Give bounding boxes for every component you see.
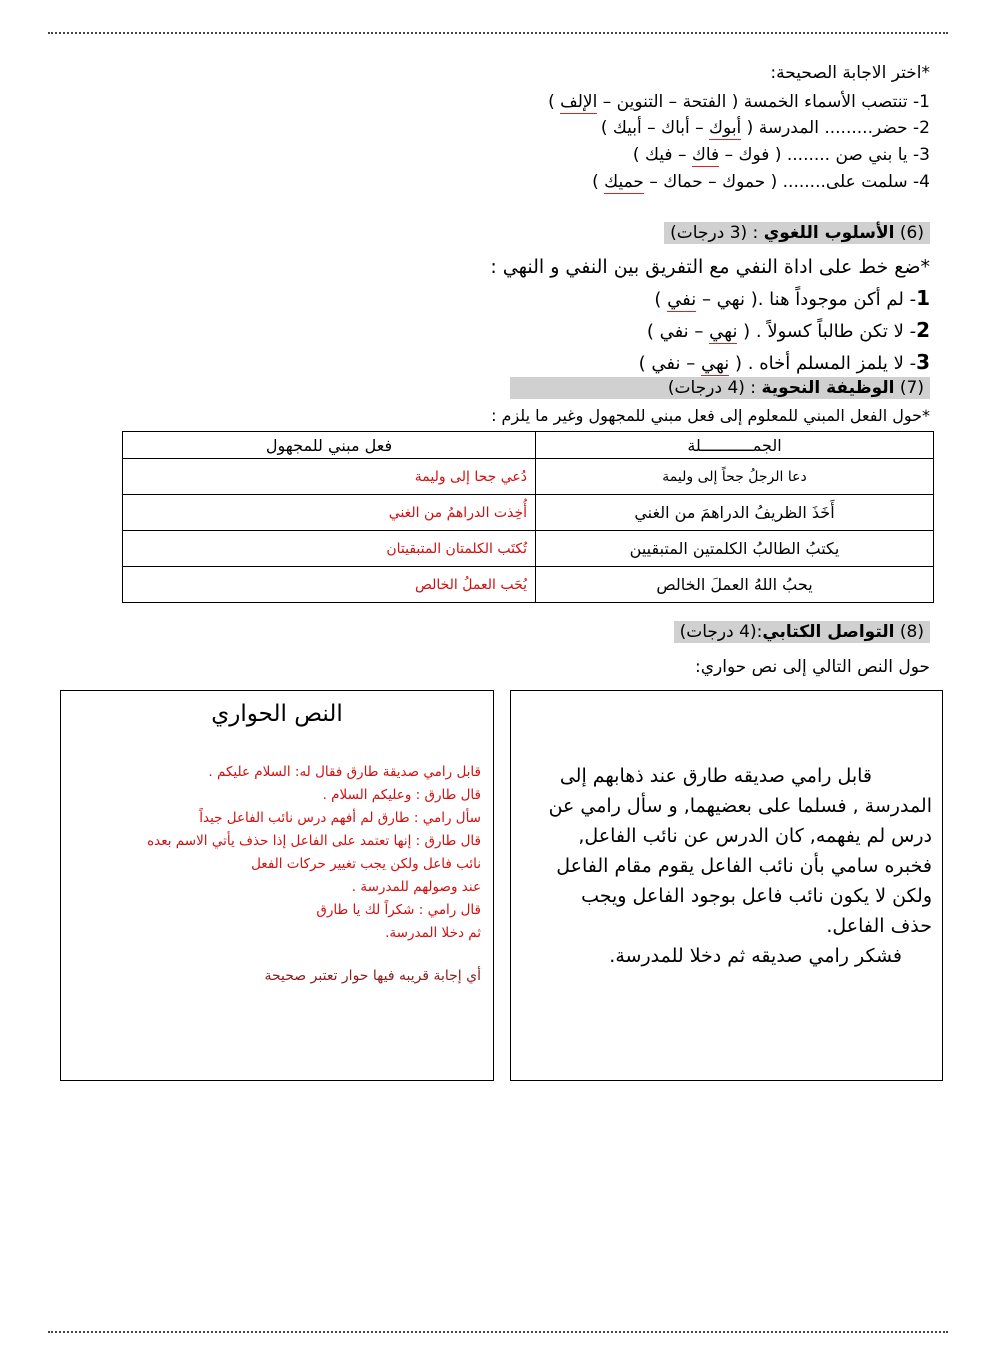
- q5-item-end: ): [548, 92, 561, 112]
- sentence-cell: أَخَذَ الظريفُ الدراهمَ من الغني: [536, 495, 934, 531]
- q5-item-text: تنتصب الأسماء الخمسة ( الفتحة – التنوين –: [597, 92, 908, 112]
- dialogue-line: قال طارق : إنها تعتمد على الفاعل إذا حذف يأتي الاسم بعده: [147, 833, 481, 849]
- source-text-box: [510, 690, 943, 1081]
- q6-item-2: [647, 318, 930, 342]
- q8-marks: :(4 درجات): [679, 622, 763, 642]
- q6-header: [664, 222, 930, 244]
- source-line: قابل رامي صديقه طارق عند ذهابهم إلى: [559, 765, 872, 787]
- q6-instruction: *ضع خط على اداة النفي مع التفريق بين النفي و النهي :: [490, 256, 930, 278]
- q7-instruction: *حول الفعل المبني للمعلوم إلى فعل مبني للمجهول وغير ما يلزم :: [491, 406, 930, 425]
- q6-title: الأسلوب اللغوي: [763, 223, 895, 243]
- q6-item-answer: نهي: [709, 321, 738, 342]
- answer-cell: تُكتَب الكلمتان المتبقيتان: [123, 531, 536, 567]
- q5-item-end: – فيك ): [632, 145, 692, 165]
- q5-item-end: – أباك – أبيك ): [600, 118, 710, 138]
- q6-item-num: 1: [916, 286, 930, 310]
- dialogue-answer-box: [60, 690, 494, 1081]
- grading-note: أي إجابة قريبه فيها حوار تعتبر صحيحة: [264, 968, 481, 984]
- q5-item-2: [601, 118, 930, 138]
- table-row: [123, 567, 934, 603]
- q5-item-num: 2-: [913, 118, 930, 138]
- top-dotted-border: [48, 32, 948, 34]
- q5-item-text: سلمت على........ ( حموك – حماك –: [643, 172, 908, 192]
- dialogue-line: ثم دخلا المدرسة.: [385, 925, 481, 941]
- column-header-passive: فعل مبني للمجهول: [123, 432, 536, 459]
- conversion-table: [122, 431, 934, 603]
- q6-item-answer: نفي: [667, 289, 697, 310]
- dialogue-line: قابل رامي صديقة طارق فقال له: السلام عليكم .: [208, 764, 481, 780]
- dialogue-line: عند وصولهم للمدرسة .: [351, 879, 481, 895]
- dialogue-title: النص الحواري: [211, 701, 343, 727]
- q5-item-1: [548, 92, 930, 112]
- column-header-sentence: الجمـــــــــــلة: [536, 432, 934, 459]
- q5-item-num: 4-: [913, 172, 930, 192]
- q6-number: (6): [899, 223, 924, 243]
- dialogue-line: سأل رامي : طارق لم أفهم درس نائب الفاعل جيداً: [199, 810, 481, 826]
- table-row: [123, 495, 934, 531]
- q5-item-text: حضر......... المدرسة (: [741, 118, 908, 138]
- sentence-cell: يحبُ اللهُ العملَ الخالص: [536, 567, 934, 603]
- table-row: [123, 459, 934, 495]
- sentence-cell: دعا الرجلُ جحاً إلى وليمة: [536, 459, 934, 495]
- source-line: درس لم يفهمه, كان الدرس عن نائب الفاعل,: [578, 825, 932, 847]
- q7-number: (7): [899, 378, 924, 398]
- q7-marks: : (4 درجات): [667, 378, 757, 398]
- answer-cell: أُخِذت الدراهمُ من الغني: [123, 495, 536, 531]
- q5-item-3: [633, 145, 930, 165]
- answer-cell: يُحَب العملُ الخالص: [123, 567, 536, 603]
- q6-item-text: - لا يلمز المسلم أخاه . (: [729, 353, 917, 374]
- source-line: فشكر رامي صديقه ثم دخلا للمدرسة.: [609, 945, 902, 967]
- source-line: ولكن لا يكون نائب فاعل بوجود الفاعل ويجب: [581, 885, 932, 907]
- q8-header: [674, 621, 930, 643]
- q5-item-end: ): [592, 172, 605, 192]
- q7-header: [510, 377, 930, 399]
- q5-item-4: [592, 172, 930, 192]
- q6-item-3: [639, 350, 930, 374]
- q6-item-answer: نهي: [700, 353, 730, 374]
- q5-item-num: 1-: [913, 92, 930, 112]
- q6-item-end: – نفي ): [638, 353, 701, 374]
- q6-item-text: - لا تكن طالباً كسولاً . (: [737, 321, 917, 342]
- dialogue-line: قال رامي : شكراً لك يا طارق: [316, 902, 481, 918]
- q6-marks: : (3 درجات): [670, 223, 759, 243]
- dialogue-line: نائب فاعل ولكن يجب تغيير حركات الفعل: [251, 856, 481, 872]
- q6-item-1: [654, 286, 930, 310]
- q8-title: التواصل الكتابي: [762, 622, 895, 642]
- q7-title: الوظيفة النحوية: [761, 378, 895, 398]
- sentence-cell: يكتبُ الطالبُ الكلمتين المتبقيين: [536, 531, 934, 567]
- q6-item-end: ): [654, 289, 668, 310]
- q5-item-answer: أبوك: [709, 118, 742, 138]
- q8-number: (8): [899, 622, 924, 642]
- answer-cell: دُعي جحا إلى وليمة: [123, 459, 536, 495]
- q5-item-text: يا بني صن ........ ( فوك –: [719, 145, 908, 165]
- q5-item-answer: الإلف: [560, 92, 598, 112]
- q6-item-end: – نفي ): [646, 321, 710, 342]
- source-line: فخبره سامي بأن نائب الفاعل يقوم مقام الفاعل: [556, 855, 932, 877]
- q5-item-answer: فاك: [691, 145, 720, 165]
- bottom-dotted-border: [48, 1331, 948, 1333]
- source-text: [549, 761, 932, 971]
- source-line: حذف الفاعل.: [826, 915, 932, 937]
- q5-item-answer: حميك: [604, 172, 644, 192]
- q6-item-num: 3: [916, 350, 930, 374]
- q6-item-num: 2: [916, 318, 930, 342]
- q6-item-text: - لم أكن موجوداً هنا .( نهي –: [696, 289, 917, 310]
- source-line: المدرسة , فسلما على بعضيهما, و سأل رامي عن: [548, 795, 932, 817]
- q5-instruction: *اختر الاجابة الصحيحة:: [770, 63, 930, 83]
- dialogue-line: قال طارق : وعليكم السلام .: [322, 787, 481, 803]
- q5-item-num: 3-: [913, 145, 930, 165]
- q8-instruction: حول النص التالي إلى نص حواري:: [695, 657, 930, 677]
- table-header-row: [123, 432, 934, 459]
- table-row: [123, 531, 934, 567]
- dialogue-text: [147, 761, 481, 988]
